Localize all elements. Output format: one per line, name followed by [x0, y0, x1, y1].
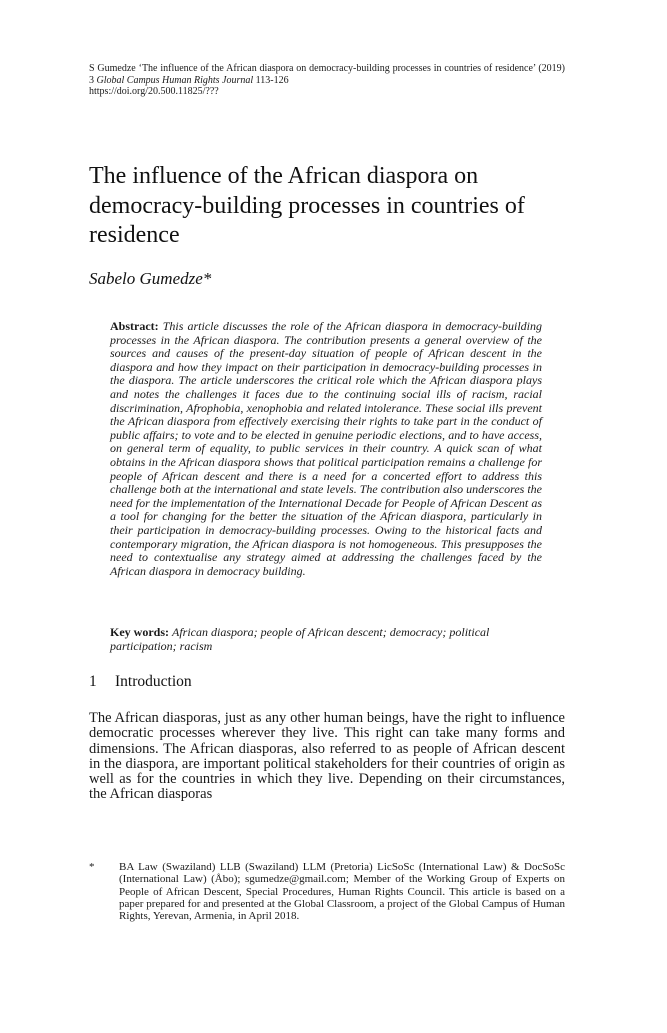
- intro-paragraph: The African diasporas, just as any other human beings, have the right to influence democratic processes wherever they live. This right can take many forms and dimensions. The African diasporas, also referred to as people of African descent in the diaspora, are important political stakeholders for their countries of origin as well as for the countries in which they live. Depending on their circumstances, the African diasporas: [89, 710, 565, 803]
- keywords-label: Key words:: [110, 625, 169, 639]
- citation-text: S Gumedze ‘The influence of the African diaspora on democracy-building processes in countries of residence’ (2019) 3: [89, 63, 565, 86]
- section-title: Introduction: [115, 673, 192, 690]
- section-number: 1: [89, 673, 97, 690]
- citation-doi-link[interactable]: https://doi.org/20.500.11825/???: [89, 86, 219, 97]
- citation-pages: 113-126: [253, 74, 289, 86]
- abstract: [110, 320, 542, 578]
- footnote-mark: *: [89, 861, 95, 873]
- citation-header: [89, 63, 565, 98]
- article-title: The influence of the African diaspora on democracy-building processes in countries of residence: [89, 163, 525, 248]
- section-heading: [89, 673, 192, 691]
- footnote: [89, 861, 565, 922]
- keywords: [110, 625, 542, 654]
- footnote-text: BA Law (Swaziland) LLB (Swaziland) LLM (Pretoria) LicSoSc (International Law) & DocSoSc (International Law) (Åbo); sgumedze@gmail.com; Member of the Working Group of Experts on People of African Descent, Special Procedures, Human Rights Council. This article is based on a paper prepared for and presented at the Global Classroom, a project of the Global Campus of Human Rights, Yerevan, Armenia, in April 2018.: [119, 861, 565, 923]
- keywords-text: African diaspora; people of African descent; democracy; political participation; racism: [110, 625, 490, 654]
- abstract-label: Abstract:: [110, 319, 159, 333]
- citation-journal: Global Campus Human Rights Journal: [96, 74, 254, 86]
- abstract-text: This article discusses the role of the African diaspora in democracy-building processes in the African diaspora. The contribution presents a general overview of the sources and causes of the present-day situation of people of African descent in the diaspora and how they impact on their participation in democracy-building processes in the diaspora. The article underscores the critical role which the African diaspora plays and notes the challenges it faces due to the continuing social ills of racism, racial discrimination, Afrophobia, xenophobia and related intolerance. These social ills prevent the African diaspora from effectively exercising their rights to take part in the conduct of public affairs; to vote and to be elected in genuine periodic elections, and to have access, on general term of equality, to public services in their country. A quick scan of what obtains in the African diaspora shows that political participation remains a challenge for people of African descent and there is a need for a concerted effort to address this challenge both at the international and state levels. The contribution also underscores the need for the implementation of the International Decade for People of African Descent as a tool for changing for the better the situation of the African diaspora, particularly in their participation in democracy-building processes. Owing to the historical facts and contemporary migration, the African diaspora is not homogeneous. This presupposes the need to contextualise any strategy aimed at addressing the challenges faced by the African diaspora in democracy building.: [110, 319, 543, 578]
- article-author: Sabelo Gumedze*: [89, 269, 212, 288]
